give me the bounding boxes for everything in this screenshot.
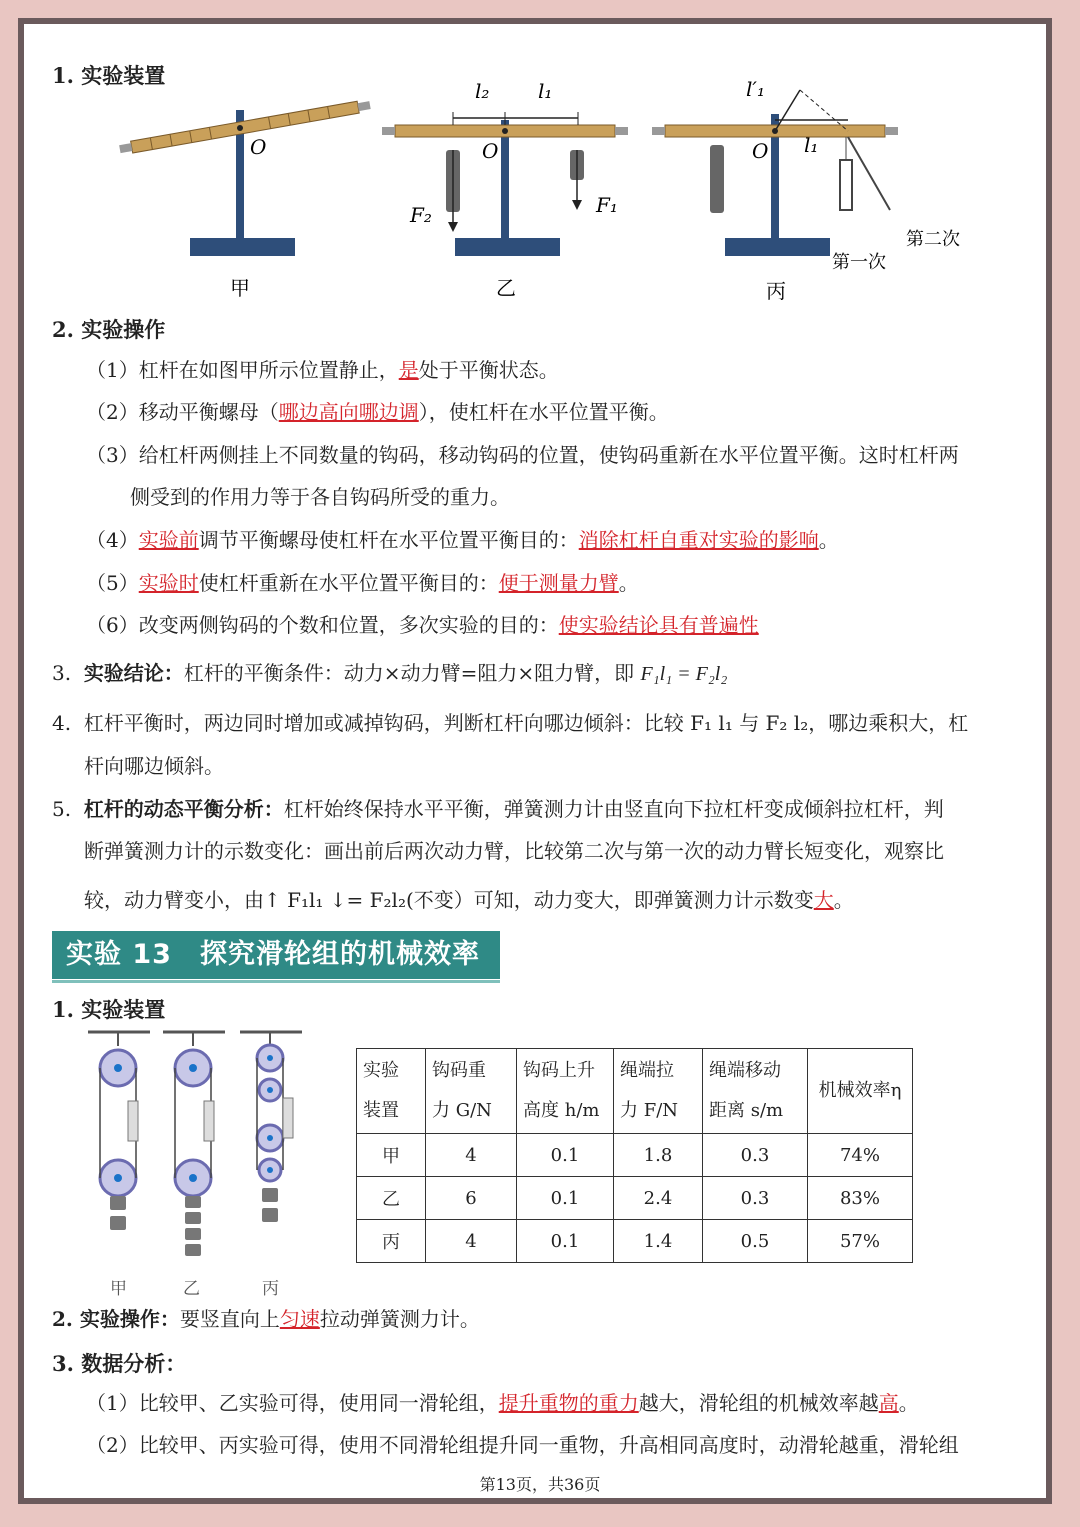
operation-item-1: （1）杠杆在如图甲所示位置静止，是处于平衡状态。 xyxy=(86,358,559,382)
table-row xyxy=(357,1134,913,1177)
table-cell: 74% xyxy=(808,1134,913,1177)
pivot-label-yi: O xyxy=(482,139,499,163)
second-pull-label: 第二次 xyxy=(906,229,960,250)
lever-figure-yi xyxy=(382,79,628,300)
experiment-13-banner: 实验 13 探究滑轮组的机械效率 xyxy=(52,931,500,979)
exp13-operation: 2. 实验操作：要竖直向上匀速拉动弹簧测力计。 xyxy=(52,1307,480,1331)
pulley-figures xyxy=(80,1026,310,1301)
analysis-heading: 3. 数据分析： xyxy=(52,1351,187,1376)
page-number: 第13页，共36页 xyxy=(479,1475,601,1494)
apparatus-heading: 1. 实验装置 xyxy=(52,63,166,88)
arm-label-l1-prime: l′₁ xyxy=(746,77,765,101)
table-cell: 甲 xyxy=(357,1134,426,1177)
tilt-rule-cont: 杆向哪边倾斜。 xyxy=(84,754,224,778)
table-cell: 0.1 xyxy=(517,1177,614,1220)
table-cell: 57% xyxy=(808,1220,913,1263)
table-cell: 乙 xyxy=(357,1177,426,1220)
pulley-label-bing: 丙 xyxy=(262,1279,279,1299)
table-cell: 4 xyxy=(426,1134,517,1177)
lever-figures xyxy=(110,70,990,305)
pulley-bing xyxy=(240,1032,302,1299)
col-header-distance: 绳端移动 距离 s/m xyxy=(703,1049,808,1134)
col-header-force: 绳端拉 力 F/N xyxy=(614,1049,703,1134)
table-cell: 0.3 xyxy=(703,1177,808,1220)
force-label-f2: F₂ xyxy=(410,203,432,227)
operation-heading: 2. 实验操作 xyxy=(52,317,166,342)
col-header-weight: 钩码重 力 G/N xyxy=(426,1049,517,1134)
table-cell: 4 xyxy=(426,1220,517,1263)
arm-label-l2: l₂ xyxy=(475,79,490,103)
table-cell: 0.1 xyxy=(517,1220,614,1263)
table-cell: 0.5 xyxy=(703,1220,808,1263)
col-header-height: 钩码上升 高度 h/m xyxy=(517,1049,614,1134)
table-cell: 1.4 xyxy=(614,1220,703,1263)
table-cell: 0.3 xyxy=(703,1134,808,1177)
operation-item-2: （2）移动平衡螺母（哪边高向哪边调），使杠杆在水平位置平衡。 xyxy=(86,400,669,424)
figure-label-yi: 乙 xyxy=(496,276,516,300)
dynamic-balance: 5. 杠杆的动态平衡分析：杠杆始终保持水平平衡，弹簧测力计由竖直向下拉杠杆变成倾斜拉杠杆，判 xyxy=(52,797,944,821)
table-cell: 丙 xyxy=(357,1220,426,1263)
lever-figure-bing xyxy=(652,77,960,303)
pivot-label-bing: O xyxy=(752,139,769,163)
operation-item-6: （6）改变两侧钩码的个数和位置，多次实验的目的：使实验结论具有普遍性 xyxy=(86,613,759,637)
table-cell: 0.1 xyxy=(517,1134,614,1177)
pivot-label-jia: O xyxy=(250,135,267,159)
col-header-efficiency: 机械效率η xyxy=(808,1049,913,1134)
first-pull-label: 第一次 xyxy=(832,252,886,273)
force-label-f1: F₁ xyxy=(596,193,618,217)
table-cell: 1.8 xyxy=(614,1134,703,1177)
operation-item-5: （5）实验时使杠杆重新在水平位置平衡目的：便于测量力臂。 xyxy=(86,571,639,595)
operation-item-3: （3）给杠杆两侧挂上不同数量的钩码，移动钩码的位置，使钩码重新在水平位置平衡。这时杠杆两 xyxy=(86,443,959,467)
pulley-yi xyxy=(163,1032,225,1299)
table-cell: 6 xyxy=(426,1177,517,1220)
arm-label-l1: l₁ xyxy=(538,79,553,103)
operation-item-3-cont: 侧受到的作用力等于各自钩码所受的重力。 xyxy=(130,485,510,509)
dynamic-balance-line3: 较，动力臂变小，由↑ F₁l₁ ↓= F₂l₂(不变）可知，动力变大，即弹簧测力计示数变大。 xyxy=(84,888,854,912)
efficiency-table xyxy=(356,1048,913,1263)
pulley-label-jia: 甲 xyxy=(110,1279,127,1299)
figure-label-bing: 丙 xyxy=(766,279,786,303)
tilt-rule: 4. 杠杆平衡时，两边同时增加或减掉钩码，判断杠杆向哪边倾斜：比较 F₁ l₁ 与 F₂ l₂，哪边乘积大，杠 xyxy=(52,711,969,735)
figure-label-jia: 甲 xyxy=(230,276,250,300)
analysis-item-1: （1）比较甲、乙实验可得，使用同一滑轮组，提升重物的重力越大，滑轮组的机械效率越高。 xyxy=(86,1391,919,1415)
table-header-row xyxy=(357,1049,913,1134)
table-row xyxy=(357,1220,913,1263)
operation-item-4: （4）实验前调节平衡螺母使杠杆在水平位置平衡目的：消除杠杆自重对实验的影响。 xyxy=(86,528,839,552)
lever-figure-jia xyxy=(119,99,371,300)
table-cell: 83% xyxy=(808,1177,913,1220)
col-header-device: 实验 装置 xyxy=(357,1049,426,1134)
dynamic-balance-line2: 断弹簧测力计的示数变化：画出前后两次动力臂，比较第二次与第一次的动力臂长短变化，观察比 xyxy=(84,839,944,863)
pulley-label-yi: 乙 xyxy=(183,1279,200,1299)
conclusion: 3. 实验结论：杠杆的平衡条件：动力×动力臂=阻力×阻力臂，即 F₁l₁ = F₂l₂ xyxy=(52,661,728,685)
pulley-jia xyxy=(88,1032,150,1299)
arm-label-l1-bing: l₁ xyxy=(804,133,819,157)
analysis-item-2: （2）比较甲、丙实验可得，使用不同滑轮组提升同一重物，升高相同高度时，动滑轮越重，滑轮组 xyxy=(86,1433,959,1457)
exp13-apparatus-heading: 1. 实验装置 xyxy=(52,997,166,1022)
table-row xyxy=(357,1177,913,1220)
table-cell: 2.4 xyxy=(614,1177,703,1220)
